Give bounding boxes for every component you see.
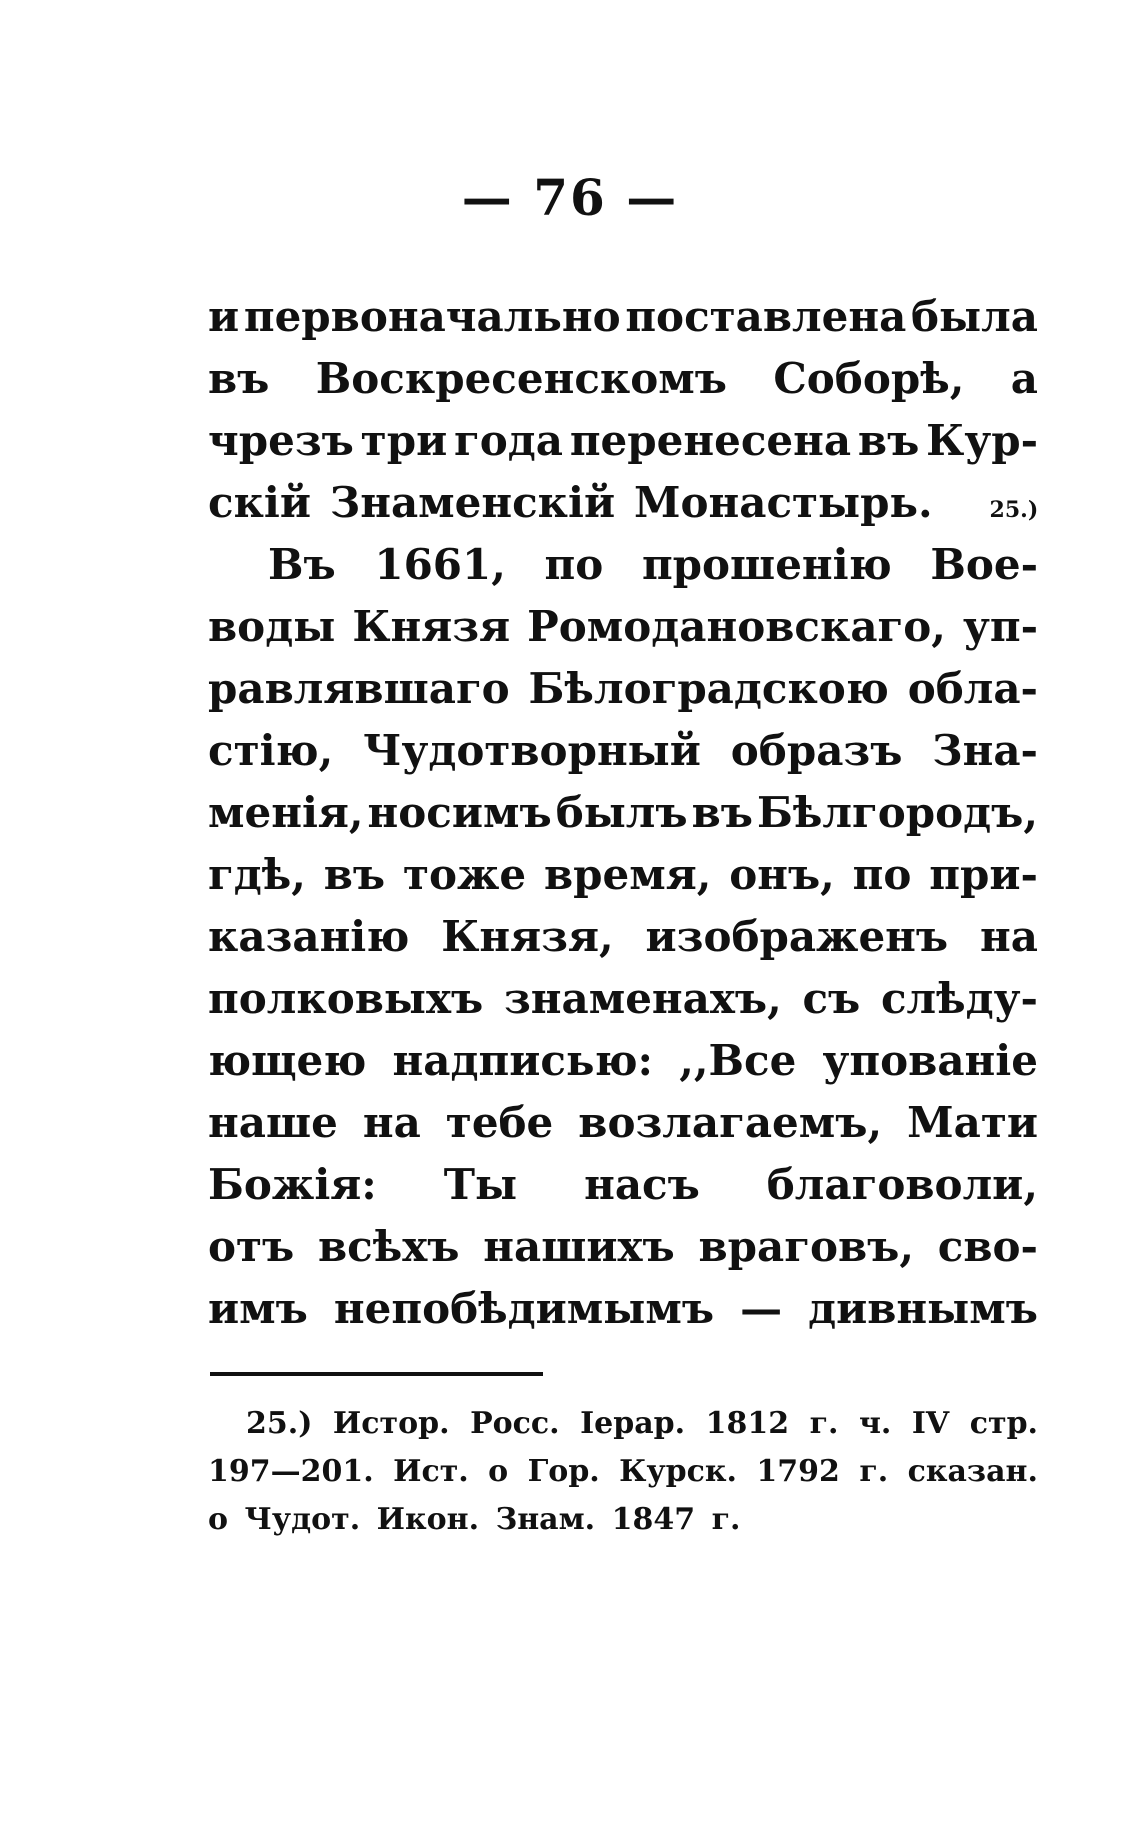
word: онъ, [729,850,835,899]
word: время, [543,850,712,899]
word: перенесена [569,416,852,465]
footnote-word: 1847 [611,1502,696,1537]
main-text [208,286,1038,1340]
word: 1661, [374,540,506,589]
word: враговъ, [698,1222,915,1271]
word: гдѣ, [208,850,306,899]
footnote-word: о [488,1454,509,1489]
word: при- [929,850,1038,899]
word: Ты [443,1160,518,1209]
footnote-line [208,1496,1038,1544]
word: Въ [268,540,336,589]
footnote-word: 1812 [705,1406,790,1441]
text-line [208,286,1038,348]
word: образъ [730,726,903,775]
text-line [208,720,1038,782]
word: скій [208,478,312,527]
word: три [360,416,448,465]
word: сво- [937,1222,1038,1271]
word: непобѣдимымъ [333,1284,715,1333]
word: всѣхъ [317,1222,460,1271]
footnote-word: Икон. [376,1502,480,1537]
footnote-word: сказан. [907,1454,1038,1489]
word: обла- [907,664,1038,713]
text-line [208,348,1038,410]
word: по [544,540,604,589]
word: Мати [907,1098,1038,1147]
footnote-word: г. [809,1406,839,1441]
word: Зна- [932,726,1038,775]
word: нашихъ [483,1222,675,1271]
word: равлявшаго [208,664,510,713]
text-line [208,844,1038,906]
word: тебе [445,1098,554,1147]
text-line [208,1216,1038,1278]
word: поставлена [625,292,907,341]
word: Божія: [208,1160,377,1209]
word: уп- [962,602,1038,651]
word: слѣду- [880,974,1038,1023]
text-line [208,472,1038,534]
footnote-word: 1792 [756,1454,840,1489]
text-line [208,1278,1038,1340]
footnote-word: о [208,1502,229,1537]
word: наше [208,1098,338,1147]
footnote-word: Знам. [495,1502,596,1537]
word: Князя [352,602,511,651]
word: изображенъ [645,912,949,961]
word: Ромодановскаго, [527,602,946,651]
word: и [208,292,240,341]
word: полковыхъ [208,974,484,1023]
word: съ [802,974,861,1023]
word: менія, [208,788,364,837]
word: Бѣлгородъ, [756,788,1038,837]
word: дивнымъ [808,1284,1038,1333]
word: казанію [208,912,410,961]
word: насъ [584,1160,700,1209]
word: въ [857,416,920,465]
word: Воскресенскомъ [315,354,727,403]
word: благоволи, [766,1160,1038,1209]
word: на [980,912,1038,961]
word: Соборѣ, [773,354,965,403]
footnote-word: 25.) [246,1406,313,1441]
word: тоже [402,850,527,899]
word: отъ [208,1222,295,1271]
text-line [208,658,1038,720]
word: носимъ [367,788,552,837]
word: ,,Все [679,1036,797,1085]
footnote-word: Гор. [527,1454,600,1489]
footnote-word: 197—201. [208,1454,374,1489]
footnote-divider [210,1372,543,1376]
word: Бѣлоградскою [528,664,889,713]
footnote-word: Чудот. [244,1502,361,1537]
footnote-word: Росс. [470,1406,560,1441]
text-line [208,968,1038,1030]
word: прошенію [641,540,892,589]
word: Кур- [926,416,1038,465]
footnote-word: г. [711,1502,741,1537]
footnote-word: Истор. [332,1406,450,1441]
word: а [1010,354,1038,403]
word: Чудотворный [363,726,701,775]
footnote-word: Ист. [393,1454,469,1489]
text-line [208,410,1038,472]
text-line [208,596,1038,658]
footnote-word: Курск. [619,1454,738,1489]
word: воды [208,602,336,651]
word: Знаменскій [329,478,616,527]
word: — [740,1284,783,1333]
word: надписью: [392,1036,654,1085]
word: ющею [208,1036,367,1085]
word: Князя, [441,912,614,961]
word: по [852,850,912,899]
text-line [208,782,1038,844]
word: въ [208,354,270,403]
footnote-word: ч. [858,1406,892,1441]
word: Монастырь. [634,478,933,527]
word: упованіе [822,1036,1038,1085]
word: былъ [555,788,688,837]
word: на [362,1098,421,1147]
word: стію, [208,726,334,775]
word: въ [323,850,386,899]
text-line [208,534,1038,596]
word: въ [691,788,754,837]
word: Вое- [930,540,1038,589]
footnote-line [208,1448,1038,1496]
text-line [208,906,1038,968]
text-line [208,1030,1038,1092]
word: первоначально [243,292,621,341]
word: знаменахъ, [503,974,782,1023]
footnote-word: г. [859,1454,889,1489]
footnote-line [208,1400,1038,1448]
word: возлагаемъ, [578,1098,883,1147]
word: имъ [208,1284,308,1333]
page-number: — 76 — [461,168,679,227]
word: чрезъ [208,416,354,465]
text-line [208,1154,1038,1216]
footnote-word: IV [911,1406,950,1441]
word: года [454,416,563,465]
word: была [911,292,1038,341]
text-line [208,1092,1038,1154]
footnote-word: Іерар. [580,1406,686,1441]
footnote-word: стр. [969,1406,1038,1441]
footnote [208,1400,1038,1544]
footnote-reference: 25.) [989,497,1039,523]
